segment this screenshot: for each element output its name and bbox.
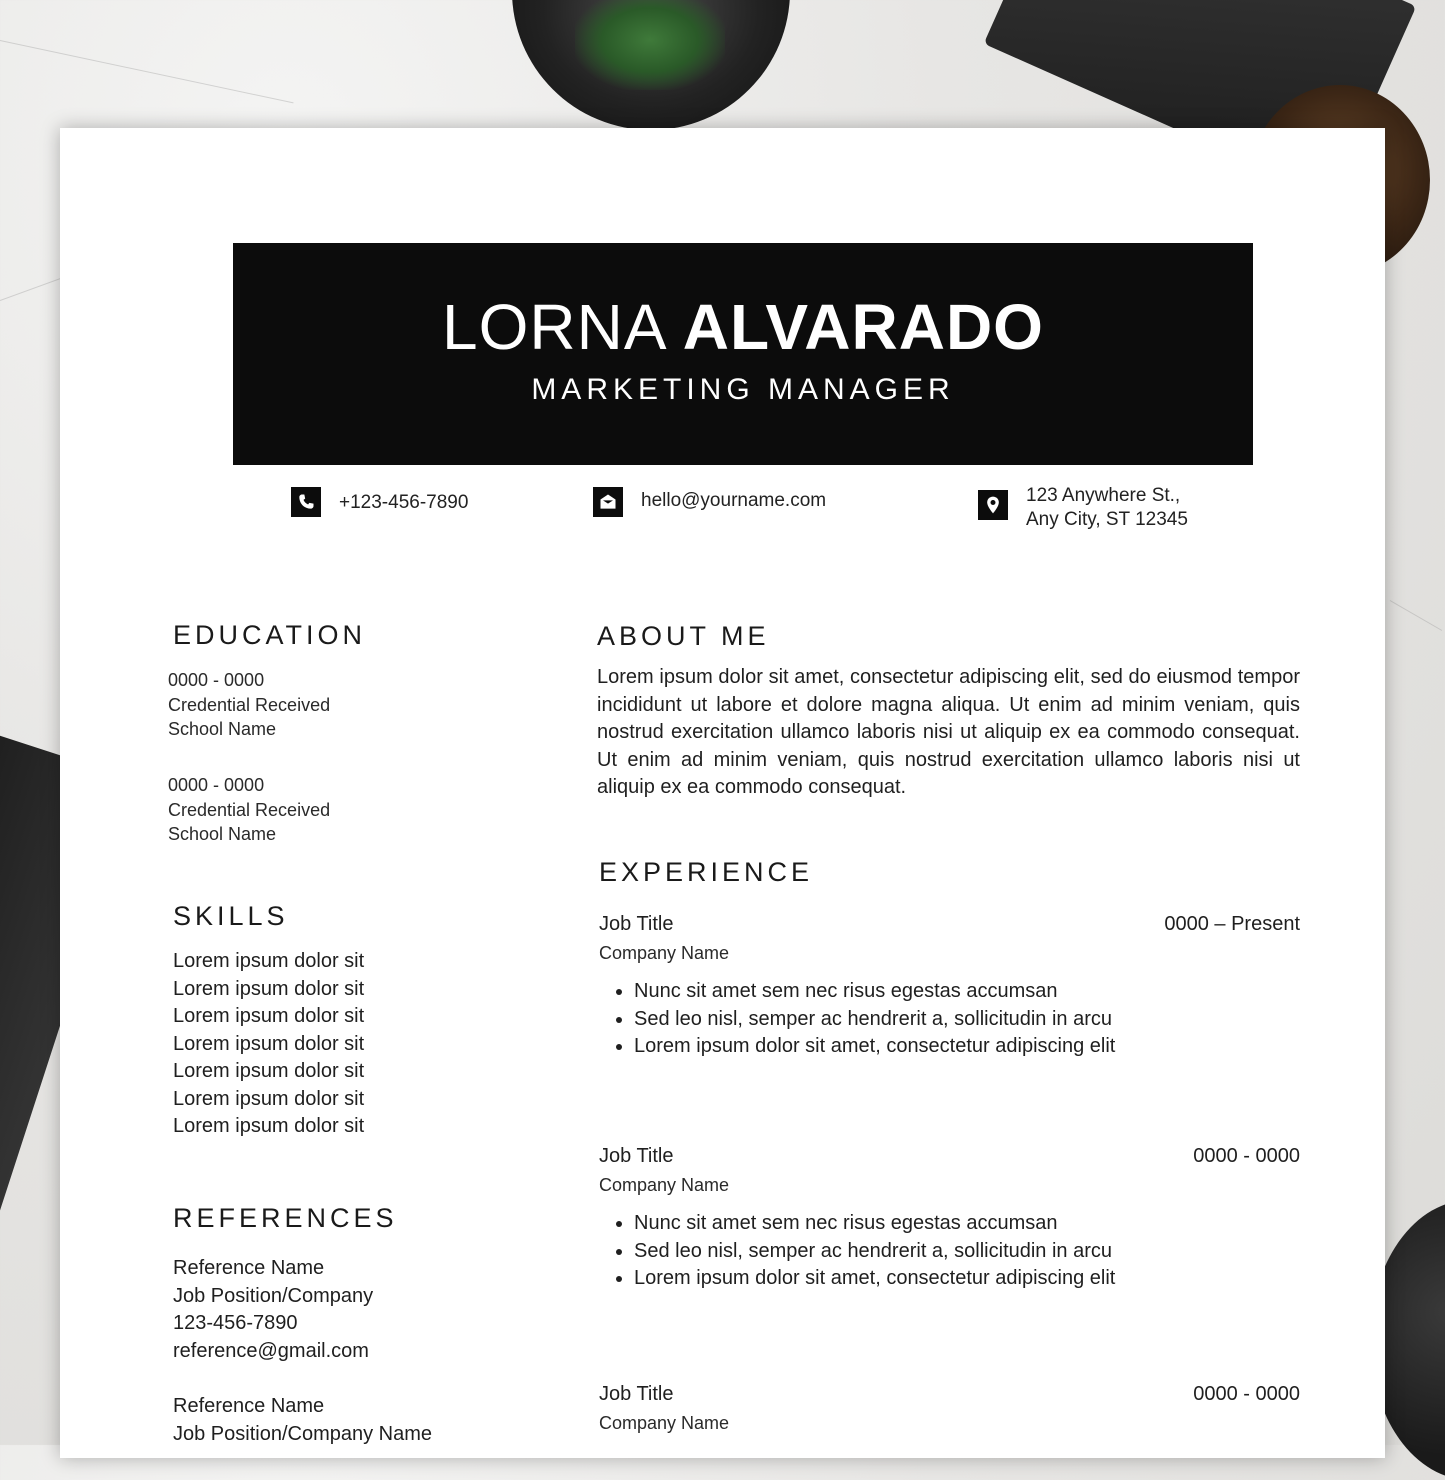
last-name: ALVARADO — [682, 291, 1044, 363]
resume-page — [60, 128, 1385, 1458]
experience-heading: EXPERIENCE — [599, 857, 814, 887]
job-entry-company: Company Name — [599, 1175, 730, 1195]
job-entry-title: Job Title — [599, 913, 674, 935]
envelope-icon — [593, 487, 623, 517]
skill-item: Lorem ipsum dolor sit — [173, 1032, 365, 1055]
experience-entry — [599, 1382, 1300, 1434]
education-entry — [168, 773, 330, 847]
education-credential: Credential Received — [168, 799, 331, 820]
job-bullet: • Sed leo nisl, semper ac hendrerit a, sollicitudin in arcu — [634, 1238, 1300, 1266]
skills-heading: SKILLS — [173, 901, 289, 931]
skill-item: Lorem ipsum dolor sit — [173, 1060, 365, 1082]
first-name: LORNA — [442, 291, 665, 363]
address-line1: 123 Anywhere St., — [1026, 485, 1181, 506]
education-credential: Credential Received — [168, 694, 331, 715]
skill-item: Lorem ipsum dolor sit — [173, 1005, 365, 1027]
reference-name: Reference Name — [173, 1257, 325, 1279]
education-years: 0000 - 0000 — [168, 775, 265, 795]
contact-phone — [291, 487, 468, 517]
reference-name: Reference Name — [173, 1395, 325, 1417]
job-entry-company: Company Name — [599, 943, 730, 963]
reference-entry — [173, 1393, 432, 1448]
experience-entry — [599, 1144, 1300, 1293]
contact-address — [978, 485, 1188, 532]
contact-email — [593, 487, 826, 517]
email-address: hello@yourname.com — [641, 490, 827, 511]
job-bullet-list — [599, 978, 1300, 1061]
job-bullet: • Nunc sit amet sem nec risus egestas accumsan — [634, 978, 1300, 1006]
education-school: School Name — [168, 719, 277, 739]
skill-item: Lorem ipsum dolor sit — [173, 1087, 365, 1110]
reference-entry — [173, 1255, 373, 1365]
job-title: MARKETING MANAGER — [531, 373, 955, 406]
job-entry-title: Job Title — [599, 1145, 674, 1167]
address — [1026, 484, 1188, 532]
reference-email: reference@gmail.com — [173, 1339, 369, 1362]
job-entry-title: Job Title — [599, 1383, 674, 1405]
skill-item: Lorem ipsum dolor sit — [173, 950, 365, 972]
job-bullet: • Sed leo nisl, semper ac hendrerit a, sollicitudin in arcu — [634, 1006, 1300, 1034]
reference-phone: 123-456-7890 — [173, 1312, 298, 1334]
marble-vein — [0, 40, 294, 103]
full-name — [233, 291, 1253, 363]
name-banner — [233, 243, 1253, 465]
skills-list — [173, 948, 364, 1141]
job-bullet: • Nunc sit amet sem nec risus egestas accumsan — [634, 1210, 1300, 1238]
job-entry-dates: 0000 – Present — [1164, 913, 1300, 935]
education-heading: EDUCATION — [173, 620, 367, 650]
references-heading: REFERENCES — [173, 1203, 398, 1233]
reference-position: Job Position/Company — [173, 1284, 374, 1307]
phone-icon — [291, 487, 321, 517]
experience-entry — [599, 912, 1300, 1061]
about-heading: ABOUT ME — [597, 621, 770, 651]
job-entry-company: Company Name — [599, 1413, 730, 1433]
reference-position: Job Position/Company Name — [173, 1422, 433, 1445]
job-bullet-list — [599, 1210, 1300, 1293]
education-years: 0000 - 0000 — [168, 670, 265, 690]
skill-item: Lorem ipsum dolor sit — [173, 977, 365, 1000]
job-entry-dates: 0000 - 0000 — [1193, 1145, 1300, 1167]
education-entry — [168, 668, 330, 742]
about-text: Lorem ipsum dolor sit amet, consectetur adipiscing elit, sed do eiusmod tempor incididunt ut labore et dolore magna aliqua. Ut enim ad minim veniam, quis nostrud exercitation ullamco laboris nisi ut aliquip ex ea commodo consequat. Ut enim ad minim veniam, quis nostrud exercitation ullamco laboris nisi ut aliquip ex ea commodo consequat. — [597, 666, 1300, 798]
map-pin-icon — [978, 490, 1008, 520]
address-line2: Any City, ST 12345 — [1026, 509, 1188, 530]
job-bullet: • Lorem ipsum dolor sit amet, consectetur adipiscing elit — [634, 1033, 1300, 1061]
job-entry-dates: 0000 - 0000 — [1193, 1383, 1300, 1405]
skill-item: Lorem ipsum dolor sit — [173, 1115, 365, 1137]
job-bullet: • Lorem ipsum dolor sit amet, consectetur adipiscing elit — [634, 1265, 1300, 1293]
phone-number: +123-456-7890 — [339, 492, 469, 513]
education-school: School Name — [168, 824, 277, 844]
succulent-decoration — [575, 0, 725, 90]
marble-vein — [1390, 600, 1442, 631]
